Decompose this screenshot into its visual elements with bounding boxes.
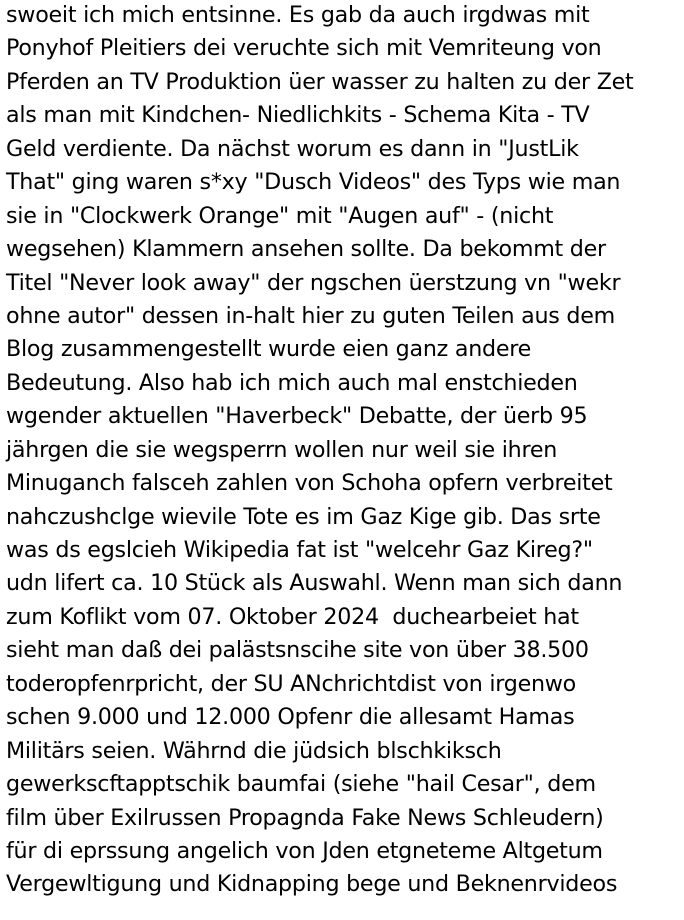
text-line: wgender aktuellen "Haverbeck" Debatte, der üerb 95 (6, 403, 588, 430)
text-line: sie in "Clockwerk Orange" mit "Augen auf" - (nicht (6, 202, 554, 229)
text-line: schen 9.000 und 12.000 Opfenr die allesamt Hamas (6, 704, 575, 731)
text-line: Pferden an TV Produktion üer wasser zu halten zu der Zet (6, 68, 634, 95)
text-line: zum Koflikt vom 07. Oktober 2024 duchearbeiet hat (6, 603, 579, 630)
text-line: was ds egslcieh Wikipedia fat ist "welcehr Gaz Kireg?" (6, 537, 593, 563)
text-line: Militärs seien. Währnd die jüdsich blschkiksch (6, 737, 502, 764)
text-line: toderopfenrpricht, der SU ANchrichtdist von irgenwo (6, 670, 576, 697)
text-line: sieht man daß dei palästsnscihe site von über 38.500 (6, 637, 589, 664)
text-line: für di eprssung angelich von Jden etgneteme Altgetum (6, 837, 603, 864)
text-line: Vergewltigung und Kidnapping bege und Beknenrvideos (6, 871, 618, 898)
text-line: Ponyhof Pleitiers dei veruchte sich mit Vemriteung von (6, 35, 602, 62)
text-line: Bedeutung. Also hab ich mich auch mal enstchieden (6, 369, 578, 396)
text-line: film über Exilrussen Propagnda Fake News Schleudern) (6, 804, 604, 831)
text-line: wegsehen) Klammern ansehen sollte. Da bekommt der (6, 236, 606, 263)
text-line: udn lifert ca. 10 Stück als Auswahl. Wenn man sich dann (6, 570, 623, 597)
text-line: gewerkscftapptschik baumfai (siehe "hail Cesar", dem (6, 771, 596, 798)
text-line: Geld verdiente. Da nächst worum es dann in "JustLik (6, 135, 579, 162)
text-line: ohne autor" dessen in-halt hier zu guten Teilen aus dem (6, 302, 615, 329)
text-line: That" ging waren s*xy "Dusch Videos" des Typs wie man (6, 169, 621, 196)
text-line: Blog zusammengestellt wurde eien ganz andere (6, 336, 532, 363)
text-line: nahczushclge wievile Tote es im Gaz Kige gib. Das srte (6, 503, 601, 530)
text-line: jährgen die sie wegsperrn wollen nur weil sie ihren (6, 436, 558, 463)
body-text (6, 0, 682, 902)
text-line: Titel "Never look away" der ngschen üerstzung vn "wekr (6, 269, 621, 296)
text-line: swoeit ich mich entsinne. Es gab da auch irgdwas mit (6, 2, 590, 28)
text-line: Minuganch falsceh zahlen von Schoha opfern verbreitet (6, 470, 613, 497)
text-line: als man mit Kindchen- Niedlichkits - Schema Kita - TV (6, 102, 590, 129)
